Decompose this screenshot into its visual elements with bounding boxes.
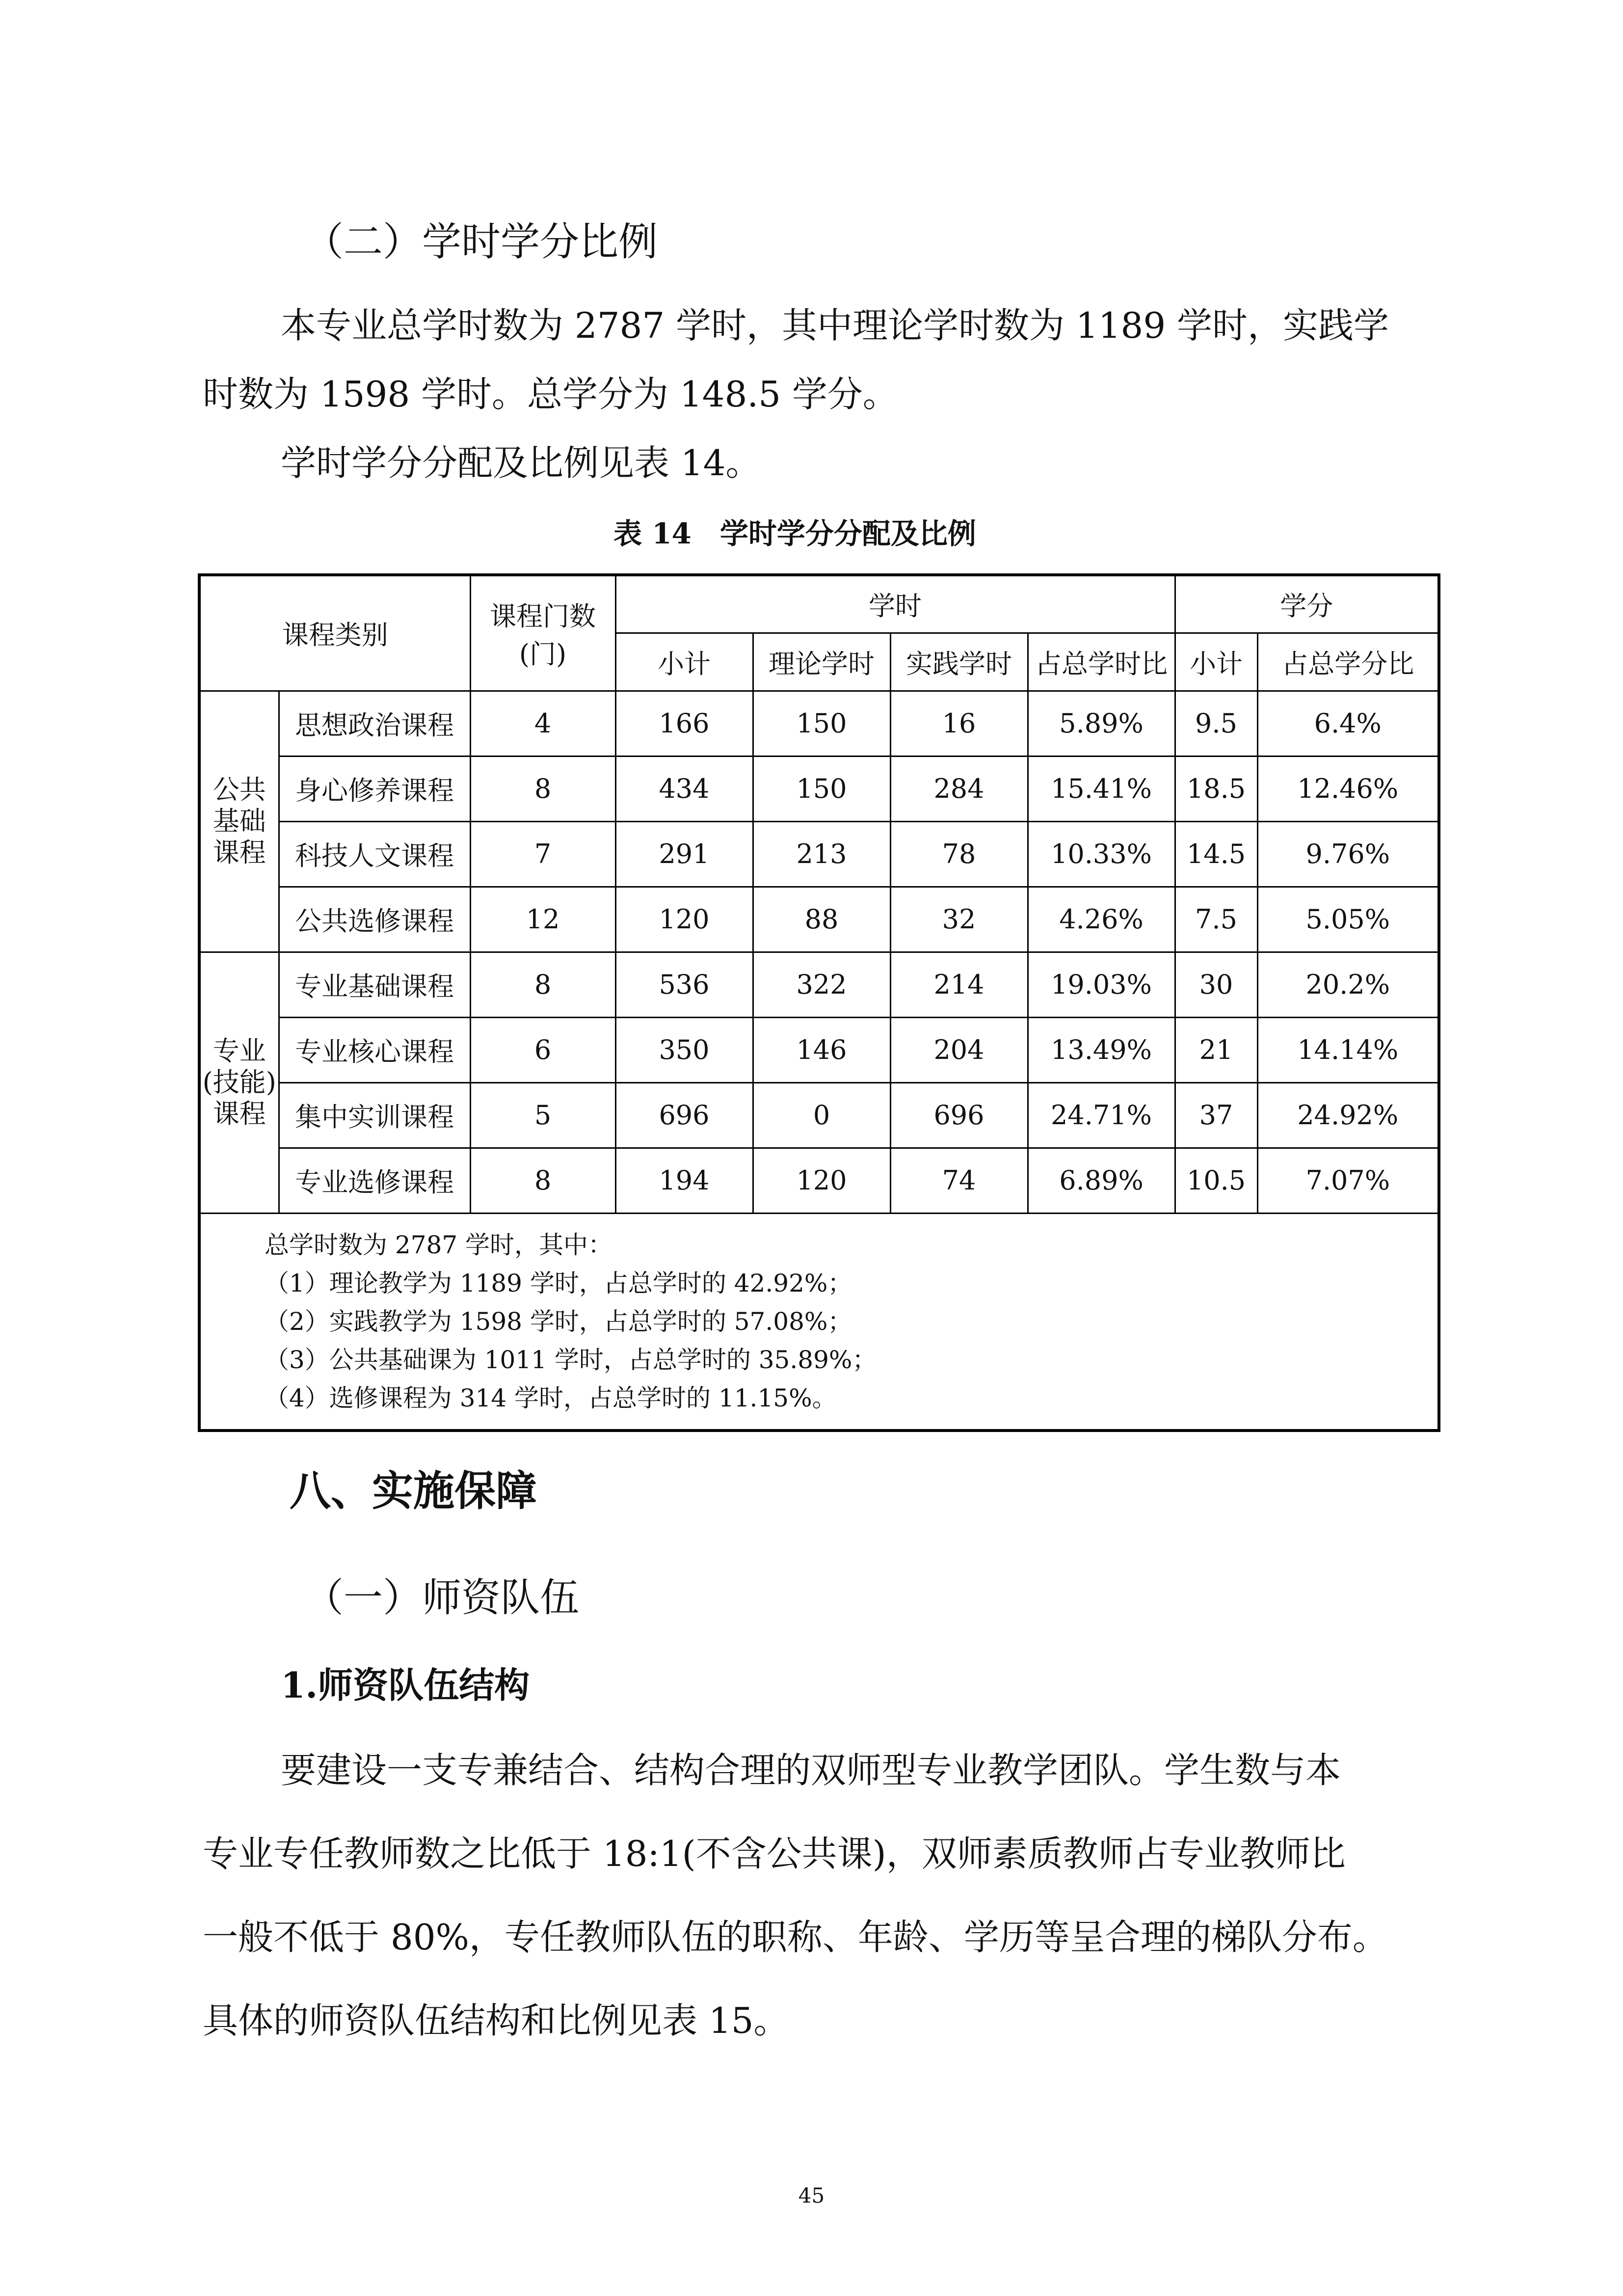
theory-hours: 120 — [753, 1148, 890, 1213]
theory-hours: 0 — [753, 1082, 890, 1148]
subheading-faculty-structure: 1.师资队伍结构 — [281, 1664, 530, 1706]
table-row — [199, 1148, 1439, 1213]
page-number: 45 — [798, 2184, 825, 2208]
course-name: 专业基础课程 — [279, 952, 470, 1017]
course-count: 12 — [470, 887, 615, 952]
credits-ratio: 7.07% — [1257, 1148, 1439, 1213]
credits: 21 — [1175, 1017, 1257, 1082]
intro-paragraph-line-1: 本专业总学时数为 2787 学时，其中理论学时数为 1189 学时，实践学 — [281, 305, 1389, 346]
table-row — [199, 1082, 1439, 1148]
table-row — [199, 821, 1439, 887]
course-name: 思想政治课程 — [279, 691, 470, 756]
course-name: 集中实训课程 — [279, 1082, 470, 1148]
team-paragraph-line-3: 一般不低于 80%，专任教师队伍的职称、年龄、学历等呈合理的梯队分布。 — [203, 1917, 1388, 1958]
group-public-basic: 公共基础课程 — [199, 691, 279, 952]
hours-subtotal: 194 — [615, 1148, 753, 1213]
subsection-title-faculty: （一）师资队伍 — [304, 1575, 579, 1621]
table-row — [199, 887, 1439, 952]
practice-hours: 204 — [890, 1017, 1028, 1082]
hours-ratio: 5.89% — [1028, 691, 1175, 756]
note-line: （2）实践教学为 1598 学时，占总学时的 57.08%； — [265, 1307, 852, 1336]
table-row — [199, 1017, 1439, 1082]
theory-hours: 150 — [753, 691, 890, 756]
credits-ratio: 5.05% — [1257, 887, 1439, 952]
course-count: 8 — [470, 952, 615, 1017]
hours-subtotal: 166 — [615, 691, 753, 756]
practice-hours: 32 — [890, 887, 1028, 952]
team-paragraph-line-4: 具体的师资队伍结构和比例见表 15。 — [203, 2000, 789, 2041]
theory-hours: 322 — [753, 952, 890, 1017]
hours-ratio: 24.71% — [1028, 1082, 1175, 1148]
hours-subtotal: 350 — [615, 1017, 753, 1082]
note-line: （4）选修课程为 314 学时，占总学时的 11.15%。 — [265, 1383, 837, 1412]
header-credits-ratio: 占总学分比 — [1257, 633, 1439, 691]
practice-hours: 78 — [890, 821, 1028, 887]
course-count: 6 — [470, 1017, 615, 1082]
table-caption: 表 14 学时学分分配及比例 — [613, 517, 976, 550]
header-course-count: 课程门数(门) — [470, 575, 615, 691]
hours-subtotal: 696 — [615, 1082, 753, 1148]
credits: 37 — [1175, 1082, 1257, 1148]
course-name: 专业选修课程 — [279, 1148, 470, 1213]
header-credits-subtotal: 小计 — [1175, 633, 1257, 691]
credits-ratio: 24.92% — [1257, 1082, 1439, 1148]
credits-ratio: 14.14% — [1257, 1017, 1439, 1082]
intro-paragraph-line-2: 时数为 1598 学时。总学分为 148.5 学分。 — [203, 374, 898, 415]
practice-hours: 74 — [890, 1148, 1028, 1213]
header-credits-group: 学分 — [1175, 575, 1439, 633]
practice-hours: 16 — [890, 691, 1028, 756]
header-theory-hours: 理论学时 — [753, 633, 890, 691]
table-row — [199, 952, 1439, 1017]
theory-hours: 150 — [753, 756, 890, 821]
note-line: （3）公共基础课为 1011 学时，占总学时的 35.89%； — [265, 1345, 877, 1374]
team-paragraph-line-2: 专业专任教师数之比低于 18:1(不含公共课)，双师素质教师占专业教师比 — [203, 1833, 1346, 1874]
course-name: 公共选修课程 — [279, 887, 470, 952]
course-count: 4 — [470, 691, 615, 756]
hours-subtotal: 291 — [615, 821, 753, 887]
practice-hours: 284 — [890, 756, 1028, 821]
header-category: 课程类别 — [199, 575, 470, 691]
table-reference-text: 学时学分分配及比例见表 14。 — [281, 442, 761, 484]
course-name: 科技人文课程 — [279, 821, 470, 887]
course-count: 5 — [470, 1082, 615, 1148]
table-row — [199, 691, 1439, 756]
course-name: 专业核心课程 — [279, 1017, 470, 1082]
theory-hours: 88 — [753, 887, 890, 952]
hours-ratio: 6.89% — [1028, 1148, 1175, 1213]
hours-ratio: 15.41% — [1028, 756, 1175, 821]
credits-ratio: 12.46% — [1257, 756, 1439, 821]
header-hours-ratio: 占总学时比 — [1028, 633, 1175, 691]
credits: 18.5 — [1175, 756, 1257, 821]
section-title-credit-ratio: （二）学时学分比例 — [304, 219, 658, 265]
header-hours-group: 学时 — [615, 575, 1175, 633]
hours-ratio: 19.03% — [1028, 952, 1175, 1017]
credits-ratio: 9.76% — [1257, 821, 1439, 887]
course-count: 8 — [470, 756, 615, 821]
credits: 7.5 — [1175, 887, 1257, 952]
table-row — [199, 756, 1439, 821]
header-hours-subtotal: 小计 — [615, 633, 753, 691]
hours-ratio: 13.49% — [1028, 1017, 1175, 1082]
credits-ratio: 20.2% — [1257, 952, 1439, 1017]
team-paragraph-line-1: 要建设一支专兼结合、结构合理的双师型专业教学团队。学生数与本 — [281, 1750, 1341, 1791]
credits: 10.5 — [1175, 1148, 1257, 1213]
note-line: 总学时数为 2787 学时，其中： — [265, 1230, 613, 1259]
chapter-title: 八、实施保障 — [290, 1466, 537, 1515]
credits: 9.5 — [1175, 691, 1257, 756]
hours-ratio: 4.26% — [1028, 887, 1175, 952]
group-professional-skills: 专业(技能)课程 — [199, 952, 279, 1213]
practice-hours: 696 — [890, 1082, 1028, 1148]
course-count: 8 — [470, 1148, 615, 1213]
theory-hours: 146 — [753, 1017, 890, 1082]
hours-subtotal: 434 — [615, 756, 753, 821]
table-notes — [199, 1213, 1439, 1431]
credits: 14.5 — [1175, 821, 1257, 887]
theory-hours: 213 — [753, 821, 890, 887]
hours-ratio: 10.33% — [1028, 821, 1175, 887]
credits: 30 — [1175, 952, 1257, 1017]
course-count: 7 — [470, 821, 615, 887]
hours-subtotal: 536 — [615, 952, 753, 1017]
practice-hours: 214 — [890, 952, 1028, 1017]
note-line: （1）理论教学为 1189 学时，占总学时的 42.92%； — [265, 1269, 852, 1297]
hours-subtotal: 120 — [615, 887, 753, 952]
credits-ratio: 6.4% — [1257, 691, 1439, 756]
course-name: 身心修养课程 — [279, 756, 470, 821]
header-practice-hours: 实践学时 — [890, 633, 1028, 691]
credit-hours-table — [198, 573, 1440, 1432]
